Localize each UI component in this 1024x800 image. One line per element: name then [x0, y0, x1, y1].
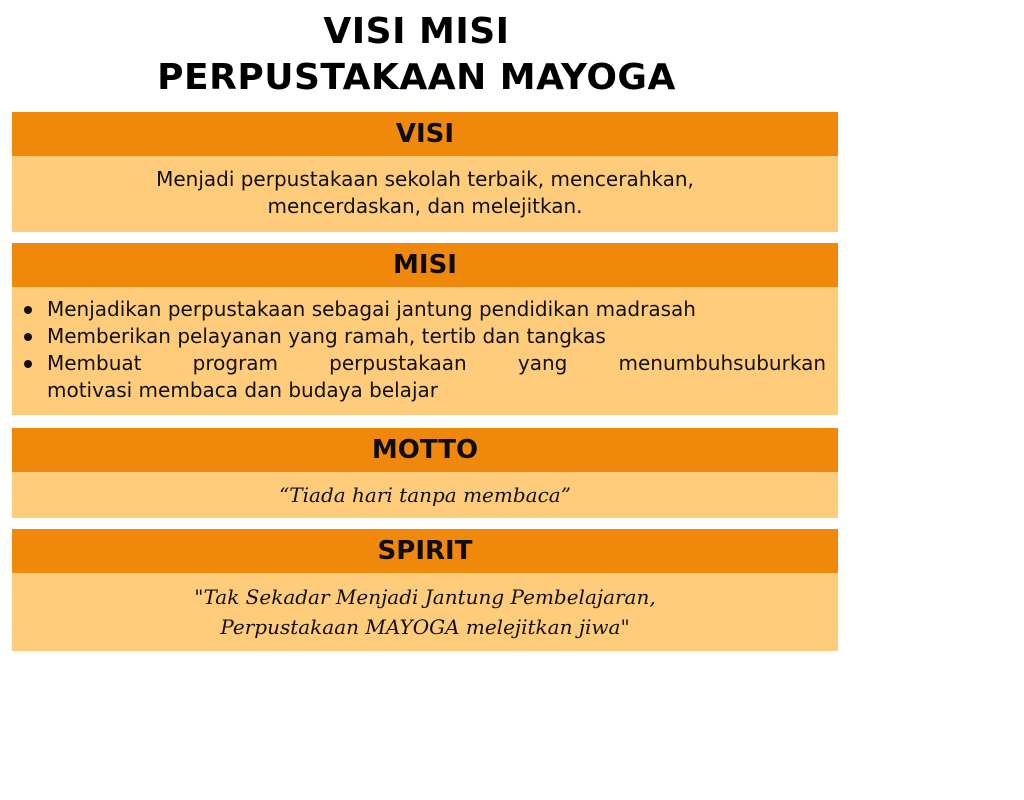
motto-heading: MOTTO [12, 428, 838, 472]
spirit-section [12, 529, 838, 651]
motto-section [12, 428, 838, 518]
misi-item-2-text: Memberikan pelayanan yang ramah, tertib dan tangkas [47, 324, 606, 348]
spirit-text-line-1: "Tak Sekadar Menjadi Jantung Pembelajaran, [194, 585, 656, 609]
misi-item-3-text-line-1: Membuat program perpustakaan yang menumbuhsuburkan [47, 351, 826, 375]
bullet-icon [24, 360, 32, 368]
misi-heading: MISI [12, 243, 838, 287]
spirit-body [12, 573, 838, 651]
spirit-text-line-2: Perpustakaan MAYOGA melejitkan jiwa" [220, 615, 630, 639]
misi-item-1 [22, 296, 826, 323]
misi-item-1-text: Menjadikan perpustakaan sebagai jantung pendidikan madrasah [47, 297, 696, 321]
visi-body [12, 156, 838, 232]
misi-item-3 [22, 350, 826, 404]
visi-heading: VISI [12, 112, 838, 156]
spirit-heading: SPIRIT [12, 529, 838, 573]
misi-item-2 [22, 323, 826, 350]
misi-body [12, 287, 838, 415]
motto-body [12, 472, 838, 518]
bullet-icon [24, 333, 32, 341]
misi-item-3-text-line-2: motivasi membaca dan budaya belajar [47, 378, 438, 402]
visi-text-line-2: mencerdaskan, dan melejitkan. [267, 194, 583, 218]
motto-text: “Tiada hari tanpa membaca” [279, 483, 571, 507]
misi-list [22, 296, 826, 404]
page-title-line-1: VISI MISI [323, 11, 510, 52]
bullet-icon [24, 306, 32, 314]
visi-text-line-1: Menjadi perpustakaan sekolah terbaik, mencerahkan, [156, 167, 694, 191]
visi-section [12, 112, 838, 232]
page-title-line-2: PERPUSTAKAAN MAYOGA [157, 57, 676, 98]
misi-section [12, 243, 838, 415]
